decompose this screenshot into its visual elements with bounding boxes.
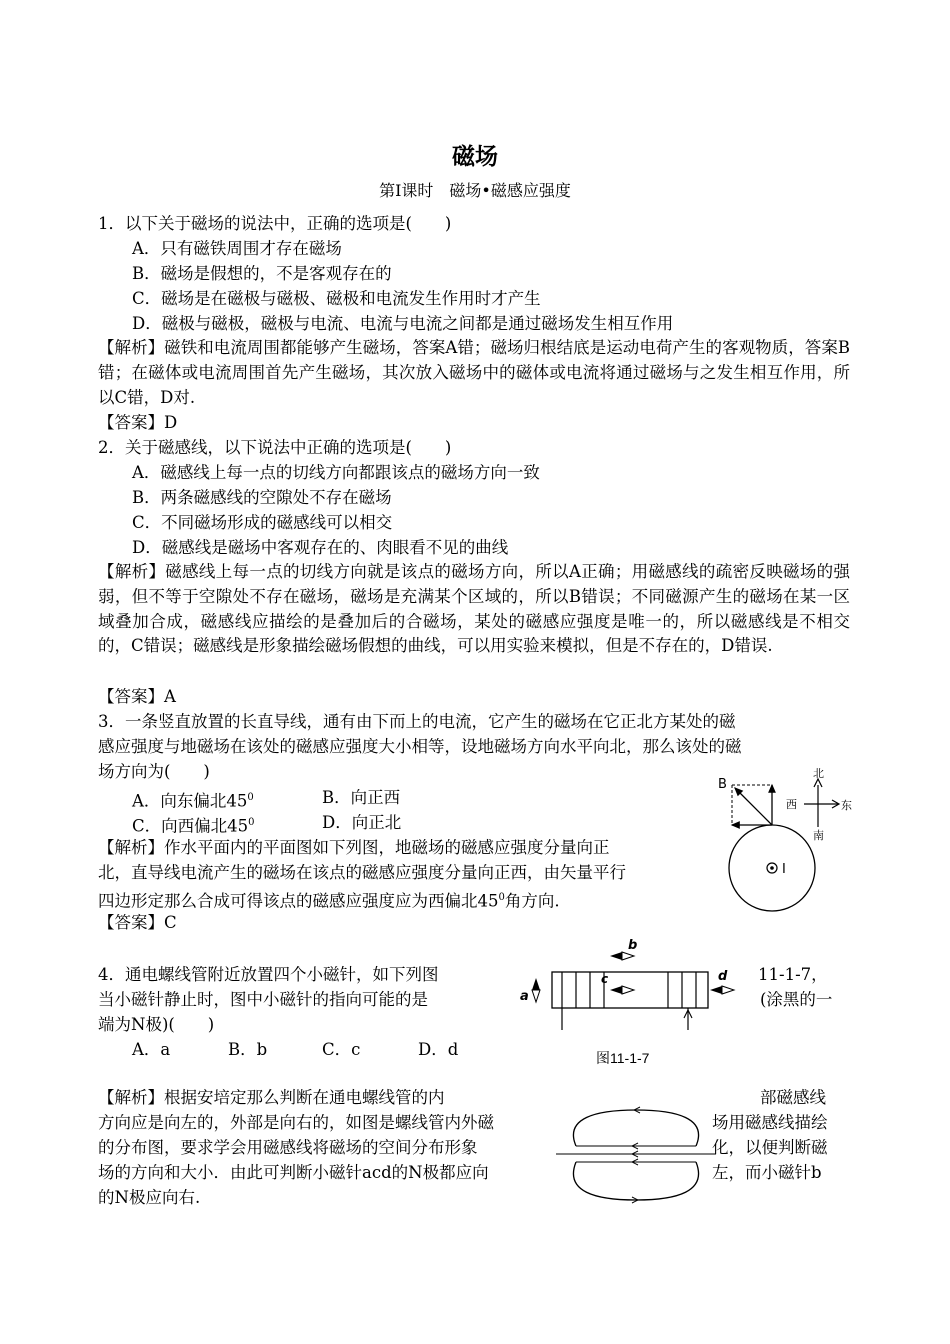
- q4-stem-line-1: 4．通电螺线管附近放置四个小磁针，如下列图: [98, 965, 439, 984]
- needle-b-north: [610, 952, 622, 960]
- q1-answer: 【答案】D: [98, 413, 178, 432]
- q3-stem-line-1: 3．一条竖直放置的长直导线，通有由下而上的电流，它产生的磁场在它正北方某处的磁: [98, 712, 736, 731]
- q4-analysis-right-2: 场用磁感线描绘: [712, 1113, 828, 1132]
- wire-dot: [770, 866, 774, 870]
- page-title: 磁场: [452, 144, 498, 170]
- q1-option-a: A．只有磁铁周围才存在磁场: [132, 239, 342, 258]
- q4-stem-line-3: 端为N极)( ): [98, 1015, 215, 1034]
- q1-option-d: D．磁极与磁极，磁极与电流、电流与电流之间都是通过磁场发生相互作用: [132, 314, 674, 333]
- q4-figure-ref: 11-1-7，: [758, 965, 828, 984]
- q4-stem-right: (涂黑的一: [760, 990, 833, 1009]
- q4-solenoid-figure: [518, 938, 748, 1046]
- south-label: 南: [813, 829, 824, 842]
- needle-a-north: [532, 978, 540, 990]
- needle-c-south: [622, 986, 634, 994]
- outer-loop-top: [573, 1110, 698, 1146]
- needle-b-label: b: [628, 938, 638, 953]
- q4-analysis-right-4: 左，而小磁针b: [712, 1163, 822, 1182]
- q2-stem: 2．关于磁感线，以下说法中正确的选项是( ): [98, 438, 452, 457]
- needle-c-north: [610, 986, 622, 994]
- b-label: B: [718, 777, 727, 792]
- q3-option-c: C．向西偏北$45^0$: [132, 816, 255, 836]
- q3-analysis-line-2: 北，直导线电流产生的磁场在该点的磁感应强度分量向正西，由矢量平行: [98, 863, 626, 882]
- q1-option-c: C．磁场是在磁极与磁极、磁极和电流发生作用时才产生: [132, 289, 541, 308]
- resultant-vector: [735, 788, 772, 825]
- q4-option-d: D．d: [418, 1040, 459, 1059]
- needle-a-south: [532, 990, 540, 1002]
- needle-d-south: [722, 986, 734, 994]
- q2-option-a: A．磁感线上每一点的切线方向都跟该点的磁场方向一致: [132, 463, 540, 482]
- q1-analysis: 【解析】磁铁和电流周围都能够产生磁场，答案A错；磁场归根结底是运动电荷产生的客观物质，答案B错；在磁体或电流周围首先产生磁场，其次放入磁场中的磁体或电流将通过磁场与之发生相互作用，所以C错，D对.: [98, 338, 850, 407]
- q1-option-b: B．磁场是假想的，不是客观存在的: [132, 264, 392, 283]
- east-label: 东: [841, 799, 852, 812]
- q2-option-b: B．两条磁感线的空隙处不存在磁场: [132, 488, 392, 507]
- north-label: 北: [813, 767, 824, 780]
- q3-analysis-line-1: 【解析】作水平面内的平面图如下列图，地磁场的磁感应强度分量向正: [98, 838, 610, 857]
- q4-analysis-right-1: 部磁感线: [760, 1088, 826, 1107]
- q2-option-d: D．磁感线是磁场中客观存在的、肉眼看不见的曲线: [132, 538, 509, 557]
- q4-field-lines-figure: [556, 1096, 716, 1206]
- needle-d-north: [710, 986, 722, 994]
- q3-stem-line-3: 场方向为( ): [98, 762, 210, 781]
- q4-analysis-left-2: 方向应是向左的，外部是向右的，如图是螺线管内外磁: [98, 1113, 494, 1132]
- q4-stem-line-2: 当小磁针静止时，图中小磁针的指向可能的是: [98, 990, 428, 1009]
- needle-b-south: [622, 952, 634, 960]
- q4-figure-caption: 图11-1-7: [596, 1050, 650, 1066]
- q4-option-c: C．c: [322, 1040, 361, 1059]
- page-subtitle: 第Ⅰ课时 磁场•磁感应强度: [379, 181, 571, 200]
- q4-option-a: A．a: [132, 1040, 171, 1059]
- q2-analysis: 【解析】磁感线上每一点的切线方向就是该点的磁场方向，所以A正确；用磁感线的疏密反映磁场的强弱，但不等于空隙处不存在磁场，磁场是充满某个区域的，所以B错误；不同磁源产生的磁场在某一区域叠加合成，磁感线应描绘的是叠加后的合磁场，某处的磁感应强度是唯一的，所以磁感线是不相交的，C错误；磁感线是形象描绘磁场假想的曲线，可以用实验来模拟，但是不存在的，D错误.: [98, 562, 850, 656]
- needle-d-label: d: [718, 969, 728, 984]
- q4-option-b: B．b: [228, 1040, 268, 1059]
- q3-option-b: B．向正西: [322, 788, 401, 807]
- current-label: I: [782, 862, 786, 877]
- west-label: 西: [786, 798, 797, 811]
- q3-option-a: A．向东偏北$45^0$: [132, 791, 254, 811]
- outer-loop-bottom: [573, 1162, 698, 1200]
- q2-answer: 【答案】A: [98, 687, 176, 706]
- needle-a-label: a: [520, 989, 529, 1004]
- q1-stem: 1．以下关于磁场的说法中，正确的选项是( ): [98, 214, 452, 233]
- q2-option-c: C．不同磁场形成的磁感线可以相交: [132, 513, 393, 532]
- q4-analysis-right-3: 化，以便判断磁: [712, 1138, 828, 1157]
- q3-analysis-line-3: 四边形定那么合成可得该点的磁感应强度应为西偏北$45^0$角方向.: [98, 891, 560, 911]
- q4-analysis-left-3: 的分布图，要求学会用磁感线将磁场的空间分布形象: [98, 1138, 478, 1157]
- q4-analysis-left-1: 【解析】根据安培定那么判断在通电螺线管的内: [98, 1088, 445, 1107]
- q4-analysis-left-5: 的N极应向右.: [98, 1188, 201, 1207]
- q4-analysis-left-4: 场的方向和大小．由此可判断小磁针acd的N极都应向: [98, 1163, 489, 1182]
- q3-stem-line-2: 感应强度与地磁场在该处的磁感应强度大小相等，设地磁场方向水平向北，那么该处的磁: [98, 737, 742, 756]
- q3-vector-figure: [716, 765, 858, 913]
- q3-answer: 【答案】C: [98, 913, 177, 932]
- q3-option-d: D．向正北: [322, 813, 402, 832]
- needle-c-label: c: [601, 972, 609, 986]
